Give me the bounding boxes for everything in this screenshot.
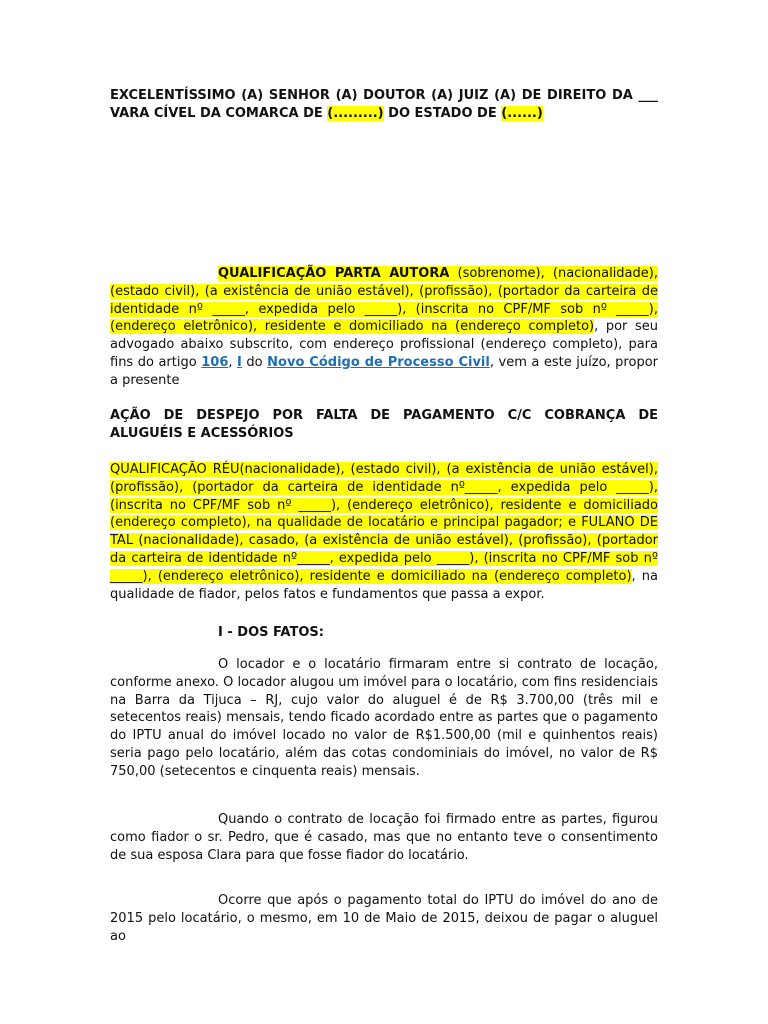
autora-label: QUALIFICAÇÃO PARTA AUTORA [218, 266, 450, 281]
heading-text: EXCELENTÍSSIMO (A) SENHOR (A) DOUTOR (A) JUIZ (A) DE DIREITO DA ___ VARA CÍVEL DA COMARCA DE [110, 88, 658, 121]
link-novo-codigo-processo-civil[interactable]: Novo Código de Processo Civil [267, 354, 490, 370]
autora-text-1: , por seu advogado abaixo subscrito, com endereço profissional (endereço completo), para fins do artigo [110, 319, 658, 370]
reu-rest: , na qualidade de fiador, pelos fatos e fundamentos que passa a expor. [110, 568, 658, 602]
section-title: I - DOS FATOS: [218, 625, 324, 640]
autora-qualificacao: (nacionalidade), (estado civil), (a existência de união estável), (profissão), (portador da carteira de identidade nº _____, expedida pelo _____), (inscrita no CPF/MF sob nº _____), (endereço eletrônico), residente e domiciliado na (endereço completo) [110, 266, 658, 335]
paragraph-fatos-1: O locador e o locatário firmaram entre si contrato de locação, conforme anexo. O locador alugou um imóvel para o locatário, com fins residenciais na Barra da Tijuca – RJ, cujo valor do aluguel é de R$ 3.700,00 (três mil e setecentos reais) mensais, tendo ficado acordado entre as partes que o pagamento do IPTU anual do imóvel locado no valor de R$1.500,00 (mil e quinhentos reais) seria pago pelo locatário, além das cotas condominiais do imóvel, no valor de R$ 750,00 (setecentos e cinquenta reais) mensais. [110, 657, 658, 779]
heading-mid: DO ESTADO DE [383, 105, 502, 121]
comarca-placeholder: (.........) [327, 105, 384, 121]
paragraph-fatos-3: Ocorre que após o pagamento total do IPTU do imóvel do ano de 2015 pelo locatário, o mesmo, em 10 de Maio de 2015, deixou de pagar o aluguel ao [110, 893, 658, 944]
autora-paragraph [110, 265, 658, 390]
paragraph-fatos-2: Quando o contrato de locação foi firmado entre as partes, figurou como fiador o sr. Pedro, que é casado, mas que no entanto teve o consentimento de sua esposa Clara para que fosse fiador do locatário. [110, 812, 658, 863]
link-artigo-106[interactable]: 106 [201, 354, 229, 370]
autora-sep: , [228, 354, 238, 370]
autora-text-3: , vem a este juízo, propor a presente [110, 354, 658, 388]
reu-qualificacao: QUALIFICAÇÃO RÉU(nacionalidade), (estado civil), (a existência de união estável), (profissão), (portador da carteira de identidade nº_____, expedida pelo _____), (inscrita no CPF/MF sob nº _____), (endereço eletrônico), residente e domiciliado (endereço completo), na qualidade de locatário e principal pagador; e FULANO DE TAL (nacionalidade), casado, (a existência de união estável), (profissão), (portador da carteira de identidade nº_____, expedida pelo _____), (inscrita no CPF/MF sob nº _____), (endereço eletrônico), residente e domiciliado na (endereço completo) [110, 462, 658, 584]
acao-title: AÇÃO DE DESPEJO POR FALTA DE PAGAMENTO C/C COBRANÇA DE ALUGUÉIS E ACESSÓRIOS [110, 408, 658, 441]
autora-text-2: do [241, 354, 268, 370]
autora-sobrenome: (sobrenome), [449, 266, 545, 281]
heading [110, 87, 658, 123]
reu-paragraph [110, 461, 658, 603]
estado-placeholder: (......) [501, 105, 543, 121]
link-inciso-i[interactable]: I [237, 354, 242, 370]
